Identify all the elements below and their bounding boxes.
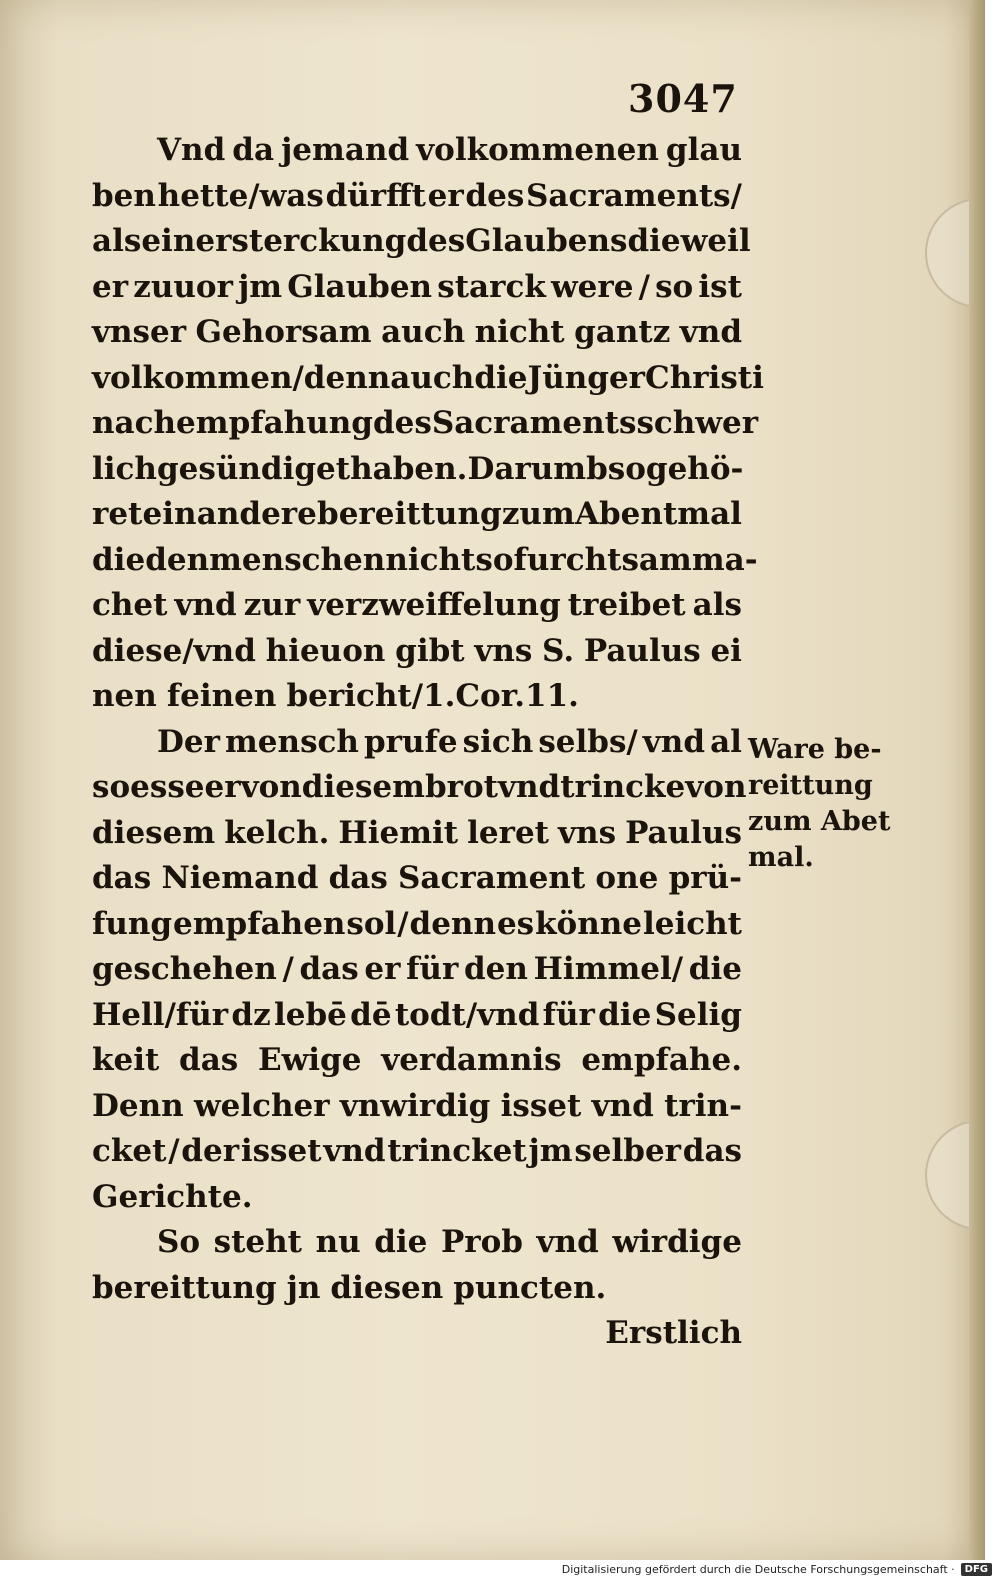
word: des [406, 223, 466, 259]
word: nu [315, 1224, 361, 1260]
text-line [92, 356, 764, 402]
word: diesem [92, 814, 216, 851]
word: wirdige [612, 1224, 742, 1260]
text-line [92, 538, 758, 584]
word: Abentmal [574, 496, 742, 532]
word: trin- [664, 1087, 742, 1124]
word: steht [213, 1224, 302, 1260]
word: Himmel/ [533, 951, 684, 987]
marginal-note-line: mal. [748, 842, 814, 873]
text-line [92, 1084, 742, 1130]
word: für [406, 951, 459, 987]
word: Ewige [257, 1042, 362, 1078]
word: ret [92, 496, 143, 532]
word: lich [92, 450, 157, 487]
word: er [92, 268, 129, 305]
word: haben. [350, 450, 468, 487]
word: Sacraments/ [526, 177, 742, 214]
text-line [92, 902, 742, 948]
word: starck [437, 268, 546, 305]
word: für [542, 996, 595, 1033]
word: von [685, 769, 747, 805]
body-text [92, 128, 764, 1357]
text-line [92, 128, 742, 174]
word: das [179, 1042, 239, 1078]
footer-credit [562, 1559, 992, 1579]
word: Glauben [287, 268, 433, 305]
word: Sacraments [431, 405, 637, 441]
word: cket [92, 1133, 167, 1169]
word: empfahen [173, 905, 346, 942]
word: prufe [363, 723, 458, 760]
word: Hell/für [92, 996, 229, 1033]
word: vnser [92, 314, 187, 350]
page-number: 3047 [628, 76, 738, 121]
word: geschehen [92, 951, 277, 987]
word: esse [130, 769, 205, 805]
word: gesündiget [156, 450, 351, 487]
word: der [181, 1133, 240, 1169]
word: diese/vnd [92, 632, 256, 669]
word: isset [240, 1133, 322, 1169]
word: das [682, 1133, 742, 1169]
word: zuuor [133, 268, 233, 305]
word: da [232, 132, 275, 168]
word: verdamnis [381, 1042, 562, 1078]
word: todt/vnd [394, 996, 540, 1033]
word: vnd [536, 1224, 599, 1260]
word: des [465, 177, 525, 214]
marginal-note [748, 732, 918, 876]
word: sich [462, 723, 534, 760]
word: jn [286, 1269, 321, 1306]
word: er [364, 951, 401, 987]
text-line [92, 993, 742, 1039]
word: diesem [301, 769, 425, 805]
text-line [92, 174, 742, 220]
word: were [550, 268, 634, 305]
marginal-note-line: reittung [748, 770, 873, 801]
word: schwer [636, 405, 759, 441]
word: leicht [642, 905, 742, 942]
word: ei [710, 632, 742, 669]
word: so [475, 541, 514, 578]
word: vnd [642, 723, 706, 760]
word: ben [92, 177, 156, 214]
word: puncten. [453, 1269, 607, 1306]
word: vnd [591, 1087, 654, 1124]
word: den [463, 951, 528, 987]
word: auch [381, 314, 466, 350]
word: kelch. [224, 814, 330, 851]
word: chet [92, 587, 168, 623]
word: Erstlich [605, 1315, 742, 1351]
word: Niemand [161, 860, 319, 896]
dfg-logo: DFG [961, 1563, 992, 1576]
word: feinen [166, 678, 277, 714]
word: hieuon [265, 632, 386, 669]
word: Christi [645, 359, 764, 396]
word: könne [535, 905, 643, 942]
word: keit [92, 1042, 160, 1078]
word: sol [346, 905, 397, 942]
marginal-note-line: zum Abet [748, 806, 891, 837]
text-line [92, 310, 742, 356]
word: dē [350, 996, 392, 1033]
word: Denn [92, 1087, 184, 1124]
text-line [92, 947, 742, 993]
word: es [496, 905, 535, 942]
text-line [92, 1175, 742, 1221]
text-line [92, 811, 742, 857]
word: er [427, 177, 464, 214]
text-line [92, 447, 742, 493]
word: vns [558, 814, 617, 851]
word: selbs/ [538, 723, 638, 760]
word: Gerichte. [92, 1178, 253, 1215]
footer-credit-text: Digitalisierung gefördert durch die Deutsche Forschungsgemeinschaft · [561, 1562, 955, 1576]
text-line [92, 1266, 742, 1312]
text-line [92, 1129, 742, 1175]
word: Darumb [467, 450, 608, 487]
word: die [92, 541, 146, 578]
word: volkommenen [416, 132, 659, 168]
word: die [598, 996, 652, 1033]
word: Gehorsam [195, 314, 372, 350]
text-line [92, 265, 742, 311]
text-line [92, 720, 742, 766]
word: Vnd [157, 132, 226, 168]
word: S. [542, 632, 575, 669]
word: bereittung [92, 1269, 277, 1306]
word: zur [243, 587, 301, 623]
word: vnd [679, 314, 742, 350]
marginal-note-line: Ware be- [748, 734, 882, 765]
word: empfahung [176, 405, 373, 441]
text-line [92, 401, 759, 447]
word: so [92, 769, 131, 805]
word: so [607, 450, 646, 487]
word: den [145, 541, 210, 578]
word: welcher [193, 1087, 330, 1124]
word: treibet [567, 587, 686, 623]
word: andere [196, 496, 317, 532]
word: die [688, 951, 742, 987]
page-clip-bottom [925, 1120, 985, 1230]
page-clip-top [925, 198, 985, 308]
word: lebē [273, 996, 347, 1033]
word: verzweiffelung [307, 587, 561, 623]
word: prü- [668, 860, 742, 896]
word: das [299, 951, 359, 987]
word: vnd [323, 1133, 386, 1169]
word: die [374, 1224, 428, 1260]
text-line [92, 1220, 742, 1266]
word: mensch [225, 723, 359, 760]
text-line [92, 219, 751, 265]
word: gantz [574, 314, 671, 350]
word: Paulus [583, 632, 701, 669]
word: bereittung [317, 496, 502, 532]
word: gehö- [645, 450, 744, 487]
word: Jünger [527, 359, 646, 396]
text-line [92, 674, 742, 720]
word: nach [92, 405, 177, 441]
word: trincket [387, 1133, 527, 1169]
word: diesen [330, 1269, 444, 1306]
word: denn [409, 905, 496, 942]
text-line [92, 856, 742, 902]
word: glau [665, 132, 742, 168]
word: vns [474, 632, 533, 669]
word: dürfft [325, 177, 426, 214]
word: Hiemit [338, 814, 459, 851]
text-line [92, 629, 742, 675]
word: Paulus [625, 814, 742, 851]
text-line [92, 1038, 742, 1084]
text-line [92, 765, 747, 811]
word: volkommen/denn [92, 359, 391, 396]
word: vnd [497, 769, 561, 805]
text-line [92, 1311, 742, 1357]
word: fung [92, 905, 173, 942]
word: als [92, 223, 142, 259]
word: einer [141, 223, 232, 259]
word: ist [698, 268, 742, 305]
word: jm [528, 1133, 573, 1169]
word: trincke [560, 769, 686, 805]
word: dieweil [627, 223, 751, 259]
word: nicht [385, 541, 476, 578]
word: Sacrament [398, 860, 586, 896]
word: bericht/1.Cor.11. [286, 678, 579, 714]
word: hette/was [157, 177, 324, 214]
word: selber [574, 1133, 681, 1169]
word: jm [238, 268, 283, 305]
word: Der [157, 723, 220, 760]
word: gibt [395, 632, 465, 669]
word: vnwirdig [339, 1087, 491, 1124]
word: zum [501, 496, 575, 532]
word: als [692, 587, 742, 623]
word: leret [467, 814, 549, 851]
word: / [282, 951, 294, 987]
word: auch [390, 359, 475, 396]
word: brot [424, 769, 498, 805]
word: so [655, 268, 694, 305]
word: des [372, 405, 432, 441]
word: das [328, 860, 388, 896]
word: von [240, 769, 302, 805]
word: Prob [440, 1224, 523, 1260]
word: menschen [209, 541, 386, 578]
word: sterckung [231, 223, 407, 259]
word: das [92, 860, 152, 896]
word: Selig [654, 996, 742, 1033]
word: die [474, 359, 528, 396]
word: furchtsam [513, 541, 692, 578]
word: dz [231, 996, 271, 1033]
word: ein [142, 496, 197, 532]
word: er [204, 769, 241, 805]
word: isset [500, 1087, 582, 1124]
word: vnd [174, 587, 237, 623]
word: al [710, 723, 742, 760]
word: nicht [474, 314, 565, 350]
word: jemand [281, 132, 410, 168]
text-line [92, 583, 742, 629]
word: / [397, 905, 409, 942]
word: So [157, 1224, 201, 1260]
word: / [168, 1133, 180, 1169]
word: one [595, 860, 659, 896]
word: ma- [691, 541, 758, 578]
word: / [638, 268, 650, 305]
word: nen [92, 678, 157, 714]
text-line [92, 492, 742, 538]
word: Glaubens [465, 223, 628, 259]
word: empfahe. [581, 1042, 742, 1078]
